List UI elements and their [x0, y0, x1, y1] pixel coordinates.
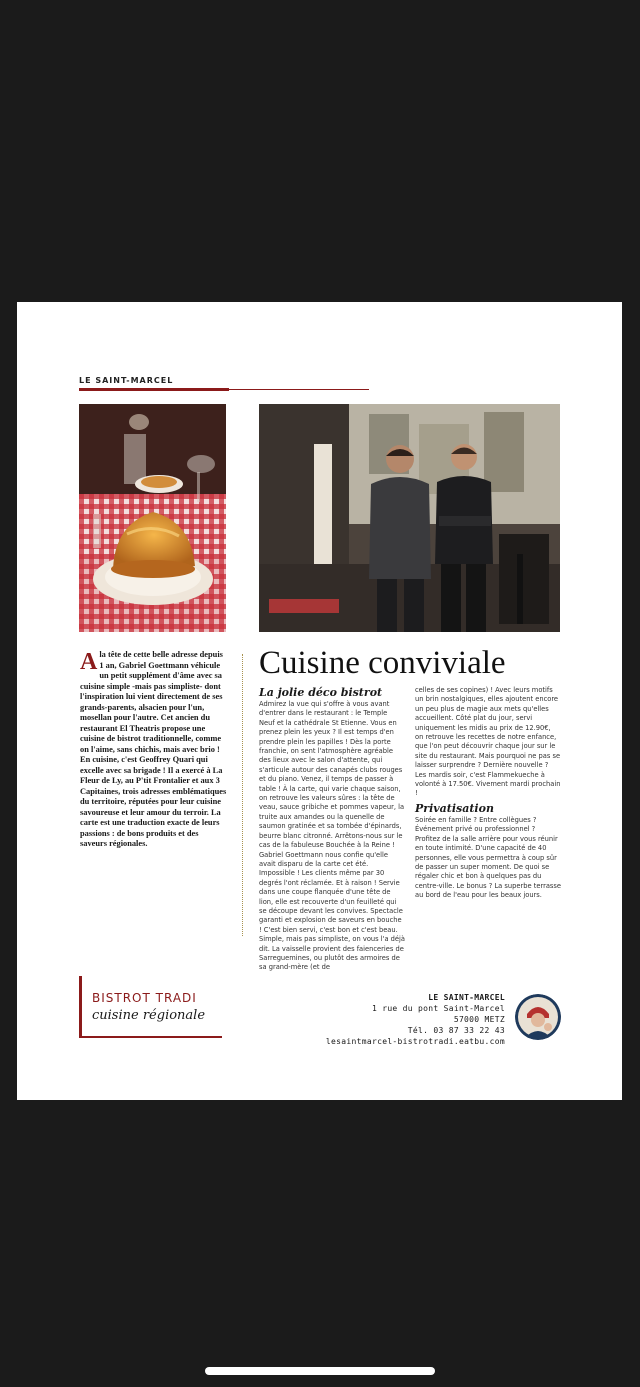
contact-phone: Tél. 03 87 33 22 43	[407, 1026, 505, 1035]
contact-block	[326, 992, 505, 1047]
food-photo	[79, 404, 226, 632]
column-divider	[242, 654, 243, 936]
magazine-page	[17, 302, 622, 1100]
subhead-privatisation: Privatisation	[415, 801, 494, 815]
article-column-1	[259, 686, 405, 973]
chefs-photo	[259, 404, 560, 632]
contact-address-2: 57000 METZ	[453, 1015, 505, 1024]
home-indicator[interactable]	[205, 1367, 435, 1375]
contact-name: LE SAINT-MARCEL	[428, 993, 505, 1002]
footer-title: BISTROT TRADI	[92, 991, 197, 1005]
article-text-2: celles de ses copines) ! Avec leurs motifs un brin nostalgiques, elles ajoutent encore un peu plus de magie aux mets qu'elles accueillent. Côté plat du jour, servi uniquement les midis au prix de 12.90€, on retrouve les recettes de notre enfance, que l'on peut découvrir chaque jour sur le site du restaurant. Mais pourquoi ne pas se laisser surprendre ? Dernière nouvelle ? Les mardis soir, c'est Flammekueche à volonté à 17.50€. Vivement mardi prochain !	[415, 686, 561, 798]
headline: Cuisine conviviale	[259, 645, 506, 681]
contact-website: lesaintmarcel-bistrotradi.eatbu.com	[325, 1037, 505, 1046]
restaurant-logo-icon	[515, 994, 561, 1040]
article-column-2	[415, 686, 561, 901]
section-rule-thin	[229, 389, 369, 390]
article-text-3: Soirée en famille ? Entre collègues ? Événement privé ou professionnel ? Profitez de la salle arrière pour vous réunir en toute intimité. D'une capacité de 40 personnes, elle vous permettra à coup sûr de passer un super moment. De quoi se régaler chic et bon à quelques pas du centre-ville. Le bonus ? La superbe terrasse au bord de l'eau pour les beaux jours.	[415, 815, 562, 900]
drop-cap: A	[80, 649, 98, 675]
contact-address-1: 1 rue du pont Saint-Marcel	[371, 1004, 505, 1013]
footer-rule	[79, 1036, 222, 1038]
section-rule	[79, 388, 229, 391]
intro-paragraph	[80, 650, 227, 850]
article-text-1: Admirez la vue qui s'offre à vous avant d'entrer dans le restaurant : le Temple Neuf et la cathédrale St Etienne. Vous en prenez plein les yeux ? Il est temps d'en prendre plein les papilles ! Dès la porte franchie, on sent l'atmosphère agréable des lieux avec le salon d'attente, qui s'articule autour des canapés clubs rouges et du piano. Venez, il temps de passer à table ! À la carte, qui varie chaque saison, on retrouve les valeurs sûres : la tête de veau, sauce gribiche et pommes vapeur, la truite aux amandes ou la quenelle de saumon gratinée et sa tombée d'épinards, beurre blanc citronné. Arrêtons-nous sur le cas de la fabuleuse Bouchée à la Reine ! Gabriel Goettmann nous confie qu'elle avait disparu de la carte cet été. Impossible ! Les clients même par 30 degrés l'ont réclamée. Et à raison ! Servie dans une coupe flanquée d'une tête de lion, elle est recouverte d'un feuilleté qui se découpe devant les convives. Spectacle garanti et explosion de saveurs en bouche ! C'est bien servi, c'est bon et c'est beau. Simple, mais pas simpliste, on vous l'a déjà dit. La vaisselle provient des faienceries de Sarreguemines, ou plutôt des armoires de sa grand-mère (et de	[259, 700, 405, 972]
section-label: LE SAINT-MARCEL	[79, 376, 174, 385]
footer-accent-bar	[79, 976, 82, 1038]
intro-text: la tête de cette belle adresse depuis 1 an, Gabriel Goettmann véhicule un petit supplément d'âme avec sa cuisine simple -mais pas simpliste- dont l'inspiration lui vient directement de ses grands-parents, alsacien pour l'un, mosellan pour l'autre. Cet ancien du restaurant El Theatris propose une cuisine de bistrot traditionnelle, comme on l'aime, sans chichis, mais avec brio ! En cuisine, c'est Geoffrey Quari qui excelle avec sa brigade ! Il a exercé à La Fleur de Ly, au P'tit Frontalier et aux 3 Capitaines, trois adresses emblématiques du territoire, réputées pour leur cuisine savoureuse et leur amour du terroir. La carte est une traduction exacte de leurs passions : de bons produits et des saveurs régionales.	[80, 650, 227, 848]
footer-subtitle: cuisine régionale	[92, 1008, 206, 1023]
subhead-deco: La jolie déco bistrot	[259, 686, 383, 699]
